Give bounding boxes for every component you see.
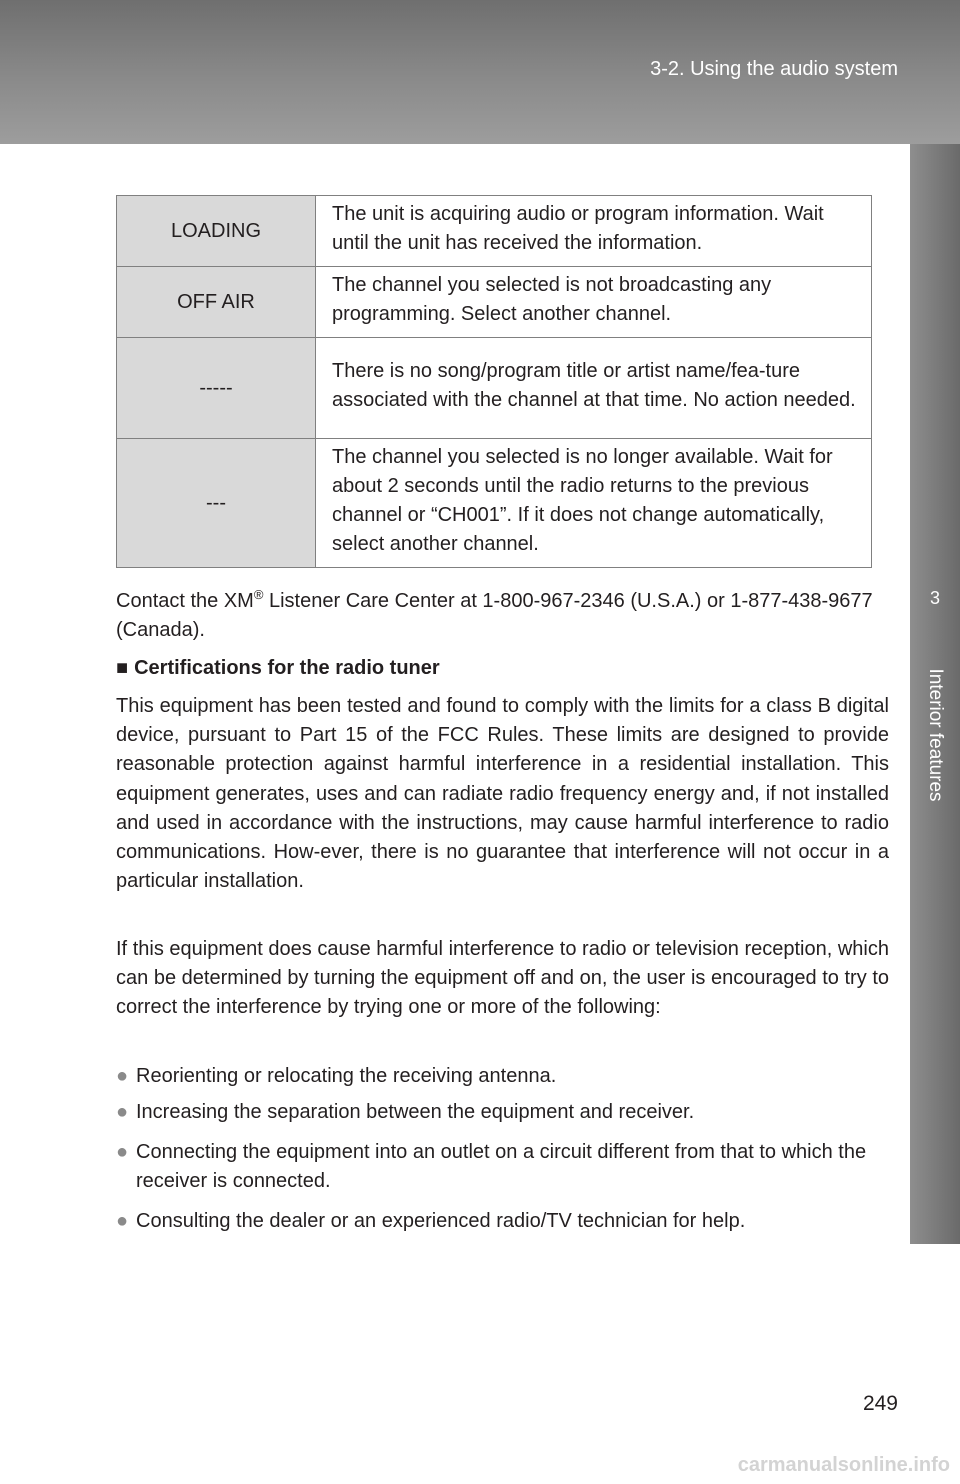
watermark: carmanualsonline.info — [737, 1454, 950, 1476]
contact-info — [116, 587, 876, 645]
list-item-text: Consulting the dealer or an experienced radio/TV technician for help. — [136, 1210, 746, 1232]
message-description: There is no song/program title or artist name/fea-ture associated with the channel at that time. No action needed. — [316, 338, 872, 439]
message-table — [116, 195, 872, 568]
section-title: 3-2. Using the audio system — [650, 58, 898, 80]
list-item-text: Increasing the separation between the equipment and receiver. — [136, 1101, 695, 1123]
chapter-number: 3 — [929, 588, 940, 608]
page-number: 249 — [862, 1392, 898, 1415]
message-description: The unit is acquiring audio or program information. Wait until the unit has received the information. — [316, 196, 872, 267]
contact-text-before: Contact the XM — [116, 590, 254, 612]
heading-text: Certifications for the radio tuner — [134, 657, 440, 679]
circle-bullet-icon: ● — [116, 1141, 129, 1163]
list-item — [116, 1062, 896, 1091]
list-item — [116, 1207, 896, 1236]
list-item-text: Reorienting or relocating the receiving antenna. — [136, 1065, 557, 1087]
circle-bullet-icon: ● — [116, 1101, 129, 1123]
list-item — [116, 1098, 896, 1127]
message-code: ----- — [117, 338, 316, 439]
list-item — [116, 1138, 896, 1196]
contact-text-after: Listener Care Center at 1-800-967-2346 (U.S.A.) or 1-877-438-9677 (Canada). — [116, 590, 873, 641]
message-description: The channel you selected is no longer available. Wait for about 2 seconds until the radio returns to the previous channel or “CH001”. If it does not change automatically, select another channel. — [316, 439, 872, 568]
table-row — [117, 267, 872, 338]
table-row — [117, 338, 872, 439]
message-code: --- — [117, 439, 316, 568]
square-bullet-icon: ■ — [116, 657, 129, 679]
fcc-paragraph: This equipment has been tested and found to comply with the limits for a class B digital device, pursuant to Part 15 of the FCC Rules. These limits are designed to provide reasonable protection against harmful interference in a residential installation. This equipment generates, uses and can radiate radio frequency energy and, if not installed and used in accordance with the instructions, may cause harmful interference to radio communications. How-ever, there is no guarantee that interference will not occur in a particular installation. — [116, 695, 889, 893]
chapter-title: Interior features — [925, 668, 946, 802]
message-description: The channel you selected is not broadcasting any programming. Select another channel. — [316, 267, 872, 338]
table-row — [117, 439, 872, 568]
message-code: LOADING — [117, 196, 316, 267]
list-item-text: Connecting the equipment into an outlet on a circuit different from that to which the receiver is connected. — [136, 1141, 867, 1192]
circle-bullet-icon: ● — [116, 1065, 129, 1087]
message-code: OFF AIR — [117, 267, 316, 338]
table-row — [117, 196, 872, 267]
circle-bullet-icon: ● — [116, 1210, 129, 1232]
certifications-heading — [116, 654, 440, 683]
interference-paragraph: If this equipment does cause harmful interference to radio or television reception, which can be determined by turning the equipment off and on, the user is encouraged to try to correct the interference by trying one or more of the following: — [116, 938, 889, 1019]
page-header — [0, 0, 960, 144]
registered-mark: ® — [253, 587, 264, 602]
